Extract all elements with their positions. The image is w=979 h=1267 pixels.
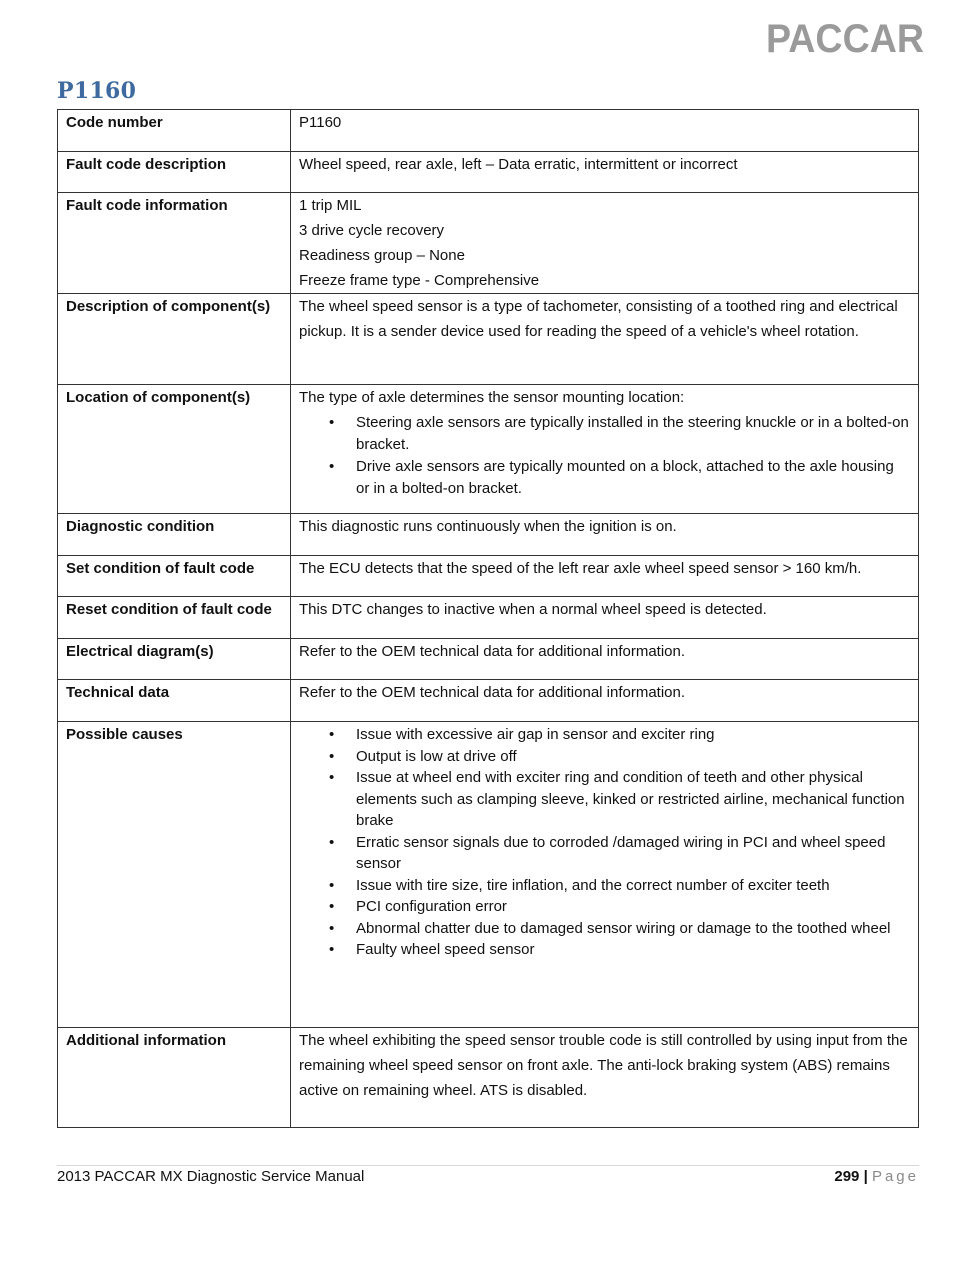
list-item: • Output is low at drive off xyxy=(356,746,910,768)
table-row xyxy=(58,680,919,722)
manual-title: 2013 PACCAR MX Diagnostic Service Manual xyxy=(57,1168,365,1185)
table-row xyxy=(58,514,919,556)
list-item: • Issue with excessive air gap in sensor and exciter ring xyxy=(356,724,910,746)
row-value: This diagnostic runs continuously when the ignition is on. xyxy=(291,514,919,556)
row-label: Diagnostic condition xyxy=(58,514,291,556)
row-value: The wheel exhibiting the speed sensor trouble code is still controlled by using input from the remaining wheel speed sensor on front axle. The anti-lock braking system (ABS) remains active on remaining wheel. ATS is disabled. xyxy=(291,1028,919,1128)
table-row xyxy=(58,639,919,680)
row-label: Technical data xyxy=(58,680,291,722)
page-title: P1160 xyxy=(57,78,137,104)
location-intro: The type of axle determines the sensor mounting location: xyxy=(299,389,685,406)
paccar-logo xyxy=(766,14,924,60)
list-item: • Issue at wheel end with exciter ring and condition of teeth and other physical elements such as clamping sleeve, kinked or restricted airline, mechanical function brake xyxy=(356,767,910,832)
table-row xyxy=(58,193,919,294)
row-label: Reset condition of fault code xyxy=(58,597,291,639)
table-row xyxy=(58,385,919,514)
row-value: Refer to the OEM technical data for additional information. xyxy=(291,639,919,680)
page-separator: | xyxy=(863,1168,868,1185)
footer-divider xyxy=(57,1165,919,1166)
row-label: Fault code information xyxy=(58,193,291,294)
row-value xyxy=(291,193,919,294)
list-item: • Faulty wheel speed sensor xyxy=(356,939,910,961)
fault-code-table xyxy=(57,109,919,1128)
table-row xyxy=(58,110,919,152)
table-row xyxy=(58,556,919,597)
row-value: Wheel speed, rear axle, left – Data erratic, intermittent or incorrect xyxy=(291,152,919,193)
row-label: Code number xyxy=(58,110,291,152)
table-row xyxy=(58,152,919,193)
page-number: 299 xyxy=(834,1168,860,1185)
row-label: Electrical diagram(s) xyxy=(58,639,291,680)
row-value: This DTC changes to inactive when a normal wheel speed is detected. xyxy=(291,597,919,639)
row-value: P1160 xyxy=(291,110,919,152)
row-label: Description of component(s) xyxy=(58,294,291,385)
page-number-block xyxy=(834,1168,919,1185)
info-line: 3 drive cycle recovery xyxy=(299,222,445,239)
row-label: Location of component(s) xyxy=(58,385,291,514)
row-value: Refer to the OEM technical data for additional information. xyxy=(291,680,919,722)
row-label: Fault code description xyxy=(58,152,291,193)
row-label: Possible causes xyxy=(58,722,291,1028)
list-item: • Steering axle sensors are typically installed in the steering knuckle or in a bolted-on bracket. xyxy=(356,412,910,455)
row-label: Additional information xyxy=(58,1028,291,1128)
table-row xyxy=(58,1028,919,1128)
info-line: 1 trip MIL xyxy=(299,197,362,214)
row-value xyxy=(291,385,919,514)
bullet-list xyxy=(299,412,910,499)
row-value: The wheel speed sensor is a type of tachometer, consisting of a toothed ring and electrical pickup. It is a sender device used for reading the speed of a vehicle's wheel rotation. xyxy=(291,294,919,385)
row-value xyxy=(291,722,919,1028)
info-line: Freeze frame type - Comprehensive xyxy=(299,272,540,289)
bullet-list xyxy=(299,724,910,961)
row-value: The ECU detects that the speed of the left rear axle wheel speed sensor > 160 km/h. xyxy=(291,556,919,597)
table-row xyxy=(58,597,919,639)
table-row xyxy=(58,722,919,1028)
list-item: • Issue with tire size, tire inflation, and the correct number of exciter teeth xyxy=(356,875,910,897)
list-item: • Abnormal chatter due to damaged sensor wiring or damage to the toothed wheel xyxy=(356,918,910,940)
row-label: Set condition of fault code xyxy=(58,556,291,597)
info-line: Readiness group – None xyxy=(299,247,465,264)
page-word: Page xyxy=(871,1168,919,1185)
list-item: • Erratic sensor signals due to corroded /damaged wiring in PCI and wheel speed sensor xyxy=(356,832,910,875)
list-item: • PCI configuration error xyxy=(356,896,910,918)
list-item: • Drive axle sensors are typically mounted on a block, attached to the axle housing or in a bolted-on bracket. xyxy=(356,456,910,499)
svg-text:PACCAR: PACCAR xyxy=(766,17,924,60)
table-row xyxy=(58,294,919,385)
